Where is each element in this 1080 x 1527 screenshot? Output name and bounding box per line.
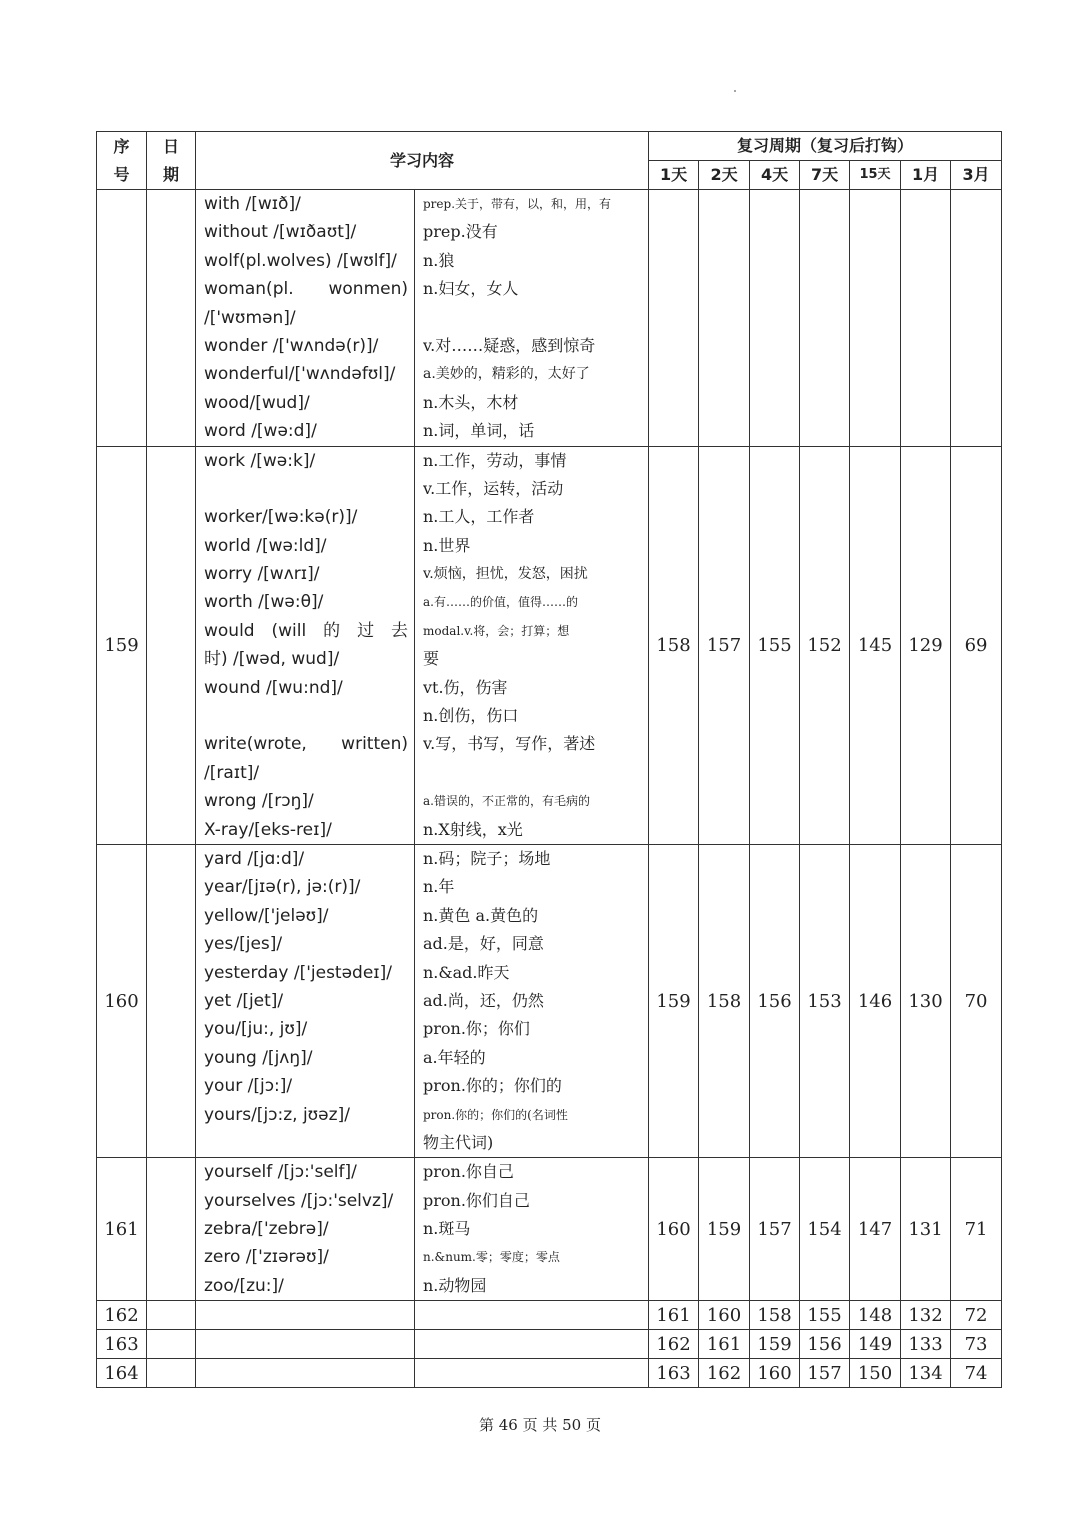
- row-number: 160: [97, 844, 147, 1157]
- word-line: X-ray/[eks-reɪ]/: [204, 819, 332, 840]
- vocab-review-table: [96, 131, 1002, 1388]
- review-day-cell: 162: [649, 1330, 699, 1359]
- review-day-cell: 129: [901, 446, 951, 844]
- review-day-cell: 161: [699, 1330, 750, 1359]
- meaning-line: [423, 304, 648, 332]
- review-day-cell: 158: [699, 844, 750, 1157]
- review-day-cell: [750, 190, 800, 447]
- meaning-line: v.工作，运转，活动: [423, 478, 564, 498]
- row-date: [147, 1359, 196, 1388]
- meaning-line: n.创伤，伤口: [423, 706, 519, 726]
- row-date: [147, 844, 196, 1157]
- table-row: [97, 1301, 1002, 1330]
- header-cycle: 4天: [750, 161, 800, 190]
- review-day-cell: 146: [850, 844, 901, 1157]
- review-day-cell: [901, 190, 951, 447]
- table-row: [97, 446, 1002, 844]
- word-line: yesterday /['jestədeɪ]/: [204, 962, 392, 983]
- review-day-cell: 70: [951, 844, 1002, 1157]
- review-day-cell: 147: [850, 1158, 901, 1301]
- meaning-line: n.&ad.昨天: [423, 962, 510, 982]
- word-line: world /[wə:ld]/: [204, 535, 327, 556]
- word-line: year/[jɪə(r), jə:(r)]/: [204, 877, 361, 898]
- word-list-cell: [196, 844, 415, 1157]
- meaning-line: pron.你自己: [423, 1162, 514, 1182]
- header-date-char-1: 日: [162, 136, 179, 156]
- word-line: yard /[jɑ:d]/: [204, 848, 305, 869]
- word-line: without /[wɪðaʊt]/: [204, 222, 357, 243]
- word-line-part: written): [341, 734, 408, 755]
- table-row: [97, 190, 1002, 447]
- review-day-cell: [699, 190, 750, 447]
- page-footer: 第 46 页 共 50 页: [478, 1416, 601, 1434]
- word-line: zebra/['zebrə]/: [204, 1219, 329, 1240]
- row-number: [97, 190, 147, 447]
- meaning-list-cell: [415, 190, 649, 447]
- meaning-list-cell: [415, 1359, 649, 1388]
- review-day-cell: 74: [951, 1359, 1002, 1388]
- word-line-part: 去: [391, 620, 408, 641]
- meaning-line: n.黄色 a.黄色的: [423, 905, 539, 925]
- header-cycle: 15天: [850, 161, 901, 190]
- word-line-part: woman(pl.: [204, 279, 294, 300]
- row-number: 159: [97, 446, 147, 844]
- word-line: your /[jɔ:]/: [204, 1076, 293, 1097]
- word-line: you/[ju:, jʊ]/: [204, 1019, 308, 1040]
- row-date: [147, 1158, 196, 1301]
- word-line: yourselves /[jɔ:'selvz]/: [204, 1190, 394, 1211]
- review-day-cell: 132: [901, 1301, 951, 1330]
- row-number: 163: [97, 1330, 147, 1359]
- row-number: 162: [97, 1301, 147, 1330]
- review-day-cell: 73: [951, 1330, 1002, 1359]
- meaning-line: v.写，书写，写作，著述: [423, 734, 596, 754]
- word-list-cell: [196, 1359, 415, 1388]
- word-line: /['wʊmən]/: [204, 307, 296, 328]
- word-line-part: write(wrote,: [204, 734, 307, 755]
- word-line: [204, 702, 414, 730]
- meaning-line: n.世界: [423, 535, 471, 555]
- meaning-line: [423, 759, 648, 787]
- meaning-line: n.工作，劳动，事情: [423, 450, 567, 470]
- review-day-cell: [800, 190, 850, 447]
- review-day-cell: 69: [951, 446, 1002, 844]
- table-row: [97, 844, 1002, 1157]
- word-line: yourself /[jɔ:'self]/: [204, 1162, 357, 1183]
- word-line: /[raɪt]/: [204, 762, 260, 783]
- word-line-part: would: [204, 620, 255, 641]
- review-day-cell: 130: [901, 844, 951, 1157]
- meaning-line: pron.你；你们: [423, 1019, 530, 1039]
- row-date: [147, 190, 196, 447]
- meaning-line: a.有……的价值，值得……的: [423, 595, 578, 610]
- header-cycle: 1天: [649, 161, 699, 190]
- word-line: yet /[jet]/: [204, 990, 284, 1011]
- meaning-line: a.错误的，不正常的，有毛病的: [423, 794, 590, 809]
- review-day-cell: 156: [750, 844, 800, 1157]
- header-cycle: 2天: [699, 161, 750, 190]
- word-line-part: (will: [271, 620, 307, 641]
- word-line: zoo/[zu:]/: [204, 1275, 284, 1296]
- meaning-line: ad.是，好，同意: [423, 934, 544, 954]
- meaning-line: modal.v.将，会；打算；想: [423, 623, 570, 638]
- word-line: worker/[wə:kə(r)]/: [204, 507, 358, 528]
- word-line-part: wonmen): [328, 279, 408, 300]
- review-day-cell: 133: [901, 1330, 951, 1359]
- review-day-cell: 145: [850, 446, 901, 844]
- word-line: wonder /['wʌndə(r)]/: [204, 335, 379, 356]
- meaning-line: vt.伤，伤害: [423, 677, 508, 697]
- meaning-list-cell: [415, 844, 649, 1157]
- meaning-line: n.年: [423, 877, 455, 897]
- meaning-list-cell: [415, 446, 649, 844]
- word-line: work /[wə:k]/: [204, 450, 316, 471]
- header-date-char-2: 期: [162, 164, 179, 184]
- review-day-cell: [951, 190, 1002, 447]
- meaning-line: n.X射线，x光: [423, 819, 523, 839]
- meaning-list-cell: [415, 1330, 649, 1359]
- header-seq-char-2: 号: [113, 164, 130, 184]
- meaning-line: v.烦恼，担忧，发怒，困扰: [423, 566, 588, 583]
- word-line-part: 的: [323, 620, 341, 641]
- word-line: 时) /[wəd, wud]/: [204, 649, 340, 670]
- review-day-cell: 160: [649, 1158, 699, 1301]
- word-line: wound /[wu:nd]/: [204, 677, 343, 698]
- header-cycle: 3月: [951, 161, 1002, 190]
- review-day-cell: 134: [901, 1359, 951, 1388]
- meaning-line: v.对……疑惑，感到惊奇: [423, 335, 596, 355]
- meaning-line: n.码；院子；场地: [423, 848, 551, 868]
- review-day-cell: 152: [800, 446, 850, 844]
- review-day-cell: 160: [699, 1301, 750, 1330]
- word-line: yes/[jes]/: [204, 934, 283, 955]
- table-row: [97, 1330, 1002, 1359]
- table-row: [97, 1158, 1002, 1301]
- meaning-line: prep.没有: [423, 222, 498, 242]
- word-line: [204, 617, 414, 645]
- word-list-cell: [196, 190, 415, 447]
- header-review-cycle: 复习周期（复习后打钩）: [649, 132, 1002, 161]
- meaning-line: ad.尚，还，仍然: [423, 990, 544, 1010]
- review-day-cell: 159: [750, 1330, 800, 1359]
- review-day-cell: 156: [800, 1330, 850, 1359]
- meaning-line: pron.你们自己: [423, 1190, 530, 1210]
- header-content: 学习内容: [196, 132, 649, 190]
- meaning-list-cell: [415, 1158, 649, 1301]
- word-line: [204, 1129, 414, 1157]
- meaning-line: 物主代词): [423, 1132, 494, 1152]
- header-cycle: 1月: [901, 161, 951, 190]
- word-line: zero /['zɪərəʊ]/: [204, 1247, 329, 1268]
- meaning-list-cell: [415, 1301, 649, 1330]
- word-line: wolf(pl.wolves) /[wʊlf]/: [204, 250, 397, 271]
- meaning-line: n.工人，工作者: [423, 507, 535, 527]
- word-line: worry /[wʌrɪ]/: [204, 564, 320, 585]
- review-day-cell: 160: [750, 1359, 800, 1388]
- row-date: [147, 1301, 196, 1330]
- review-day-cell: 159: [649, 844, 699, 1157]
- review-day-cell: 154: [800, 1158, 850, 1301]
- review-day-cell: 157: [800, 1359, 850, 1388]
- review-day-cell: 158: [750, 1301, 800, 1330]
- review-day-cell: 157: [750, 1158, 800, 1301]
- word-line: wrong /[rɔŋ]/: [204, 791, 314, 812]
- meaning-line: prep.关于，带有，以，和，用，有: [423, 197, 612, 211]
- meaning-line: a.年轻的: [423, 1047, 486, 1067]
- review-day-cell: [850, 190, 901, 447]
- word-line: wonderful/['wʌndəfʊl]/: [204, 364, 396, 385]
- review-day-cell: 158: [649, 446, 699, 844]
- row-date: [147, 446, 196, 844]
- meaning-line: n.狼: [423, 250, 455, 270]
- table-row: [97, 1359, 1002, 1388]
- word-line: yellow/['jeləʊ]/: [204, 905, 329, 926]
- review-day-cell: 157: [699, 446, 750, 844]
- review-day-cell: 150: [850, 1359, 901, 1388]
- review-day-cell: 155: [800, 1301, 850, 1330]
- word-line: with /[wɪð]/: [204, 194, 301, 214]
- meaning-line: n.动物园: [423, 1275, 487, 1295]
- review-day-cell: 155: [750, 446, 800, 844]
- word-line: young /[jʌŋ]/: [204, 1047, 313, 1068]
- row-number: 164: [97, 1359, 147, 1388]
- meaning-line: pron.你的；你们的(名词性: [423, 1107, 568, 1122]
- meaning-line: n.木头，木材: [423, 392, 519, 412]
- review-day-cell: 131: [901, 1158, 951, 1301]
- review-day-cell: 148: [850, 1301, 901, 1330]
- word-line: yours/[jɔ:z, jʊəz]/: [204, 1104, 350, 1125]
- word-line: [204, 475, 414, 503]
- word-list-cell: [196, 1301, 415, 1330]
- review-day-cell: 72: [951, 1301, 1002, 1330]
- row-number: 161: [97, 1158, 147, 1301]
- meaning-line: n.词，单词，话: [423, 421, 535, 441]
- meaning-line: pron.你的；你们的: [423, 1076, 562, 1096]
- header-date: [147, 132, 196, 190]
- meaning-line: n.斑马: [423, 1219, 471, 1239]
- review-day-cell: 161: [649, 1301, 699, 1330]
- word-line-part: 过: [357, 620, 375, 641]
- meaning-line: n.妇女，女人: [423, 279, 519, 299]
- word-list-cell: [196, 1158, 415, 1301]
- meaning-line: 要: [423, 649, 440, 669]
- word-line: wood/[wud]/: [204, 392, 310, 413]
- header-cycle: 7天: [800, 161, 850, 190]
- header-seq-char-1: 序: [113, 136, 130, 156]
- scan-speck: [734, 90, 736, 92]
- row-date: [147, 1330, 196, 1359]
- meaning-line: a.美妙的，精彩的，太好了: [423, 366, 590, 383]
- review-day-cell: 162: [699, 1359, 750, 1388]
- word-line: [204, 275, 414, 303]
- word-list-cell: [196, 1330, 415, 1359]
- header-seq: [97, 132, 147, 190]
- word-line: worth /[wə:θ]/: [204, 592, 324, 613]
- meaning-line: n.&num.零；零度；零点: [423, 1250, 560, 1265]
- word-line: word /[wə:d]/: [204, 421, 317, 442]
- review-day-cell: [649, 190, 699, 447]
- review-day-cell: 163: [649, 1359, 699, 1388]
- review-day-cell: 153: [800, 844, 850, 1157]
- review-day-cell: 149: [850, 1330, 901, 1359]
- review-day-cell: 71: [951, 1158, 1002, 1301]
- word-line: [204, 730, 414, 758]
- review-day-cell: 159: [699, 1158, 750, 1301]
- word-list-cell: [196, 446, 415, 844]
